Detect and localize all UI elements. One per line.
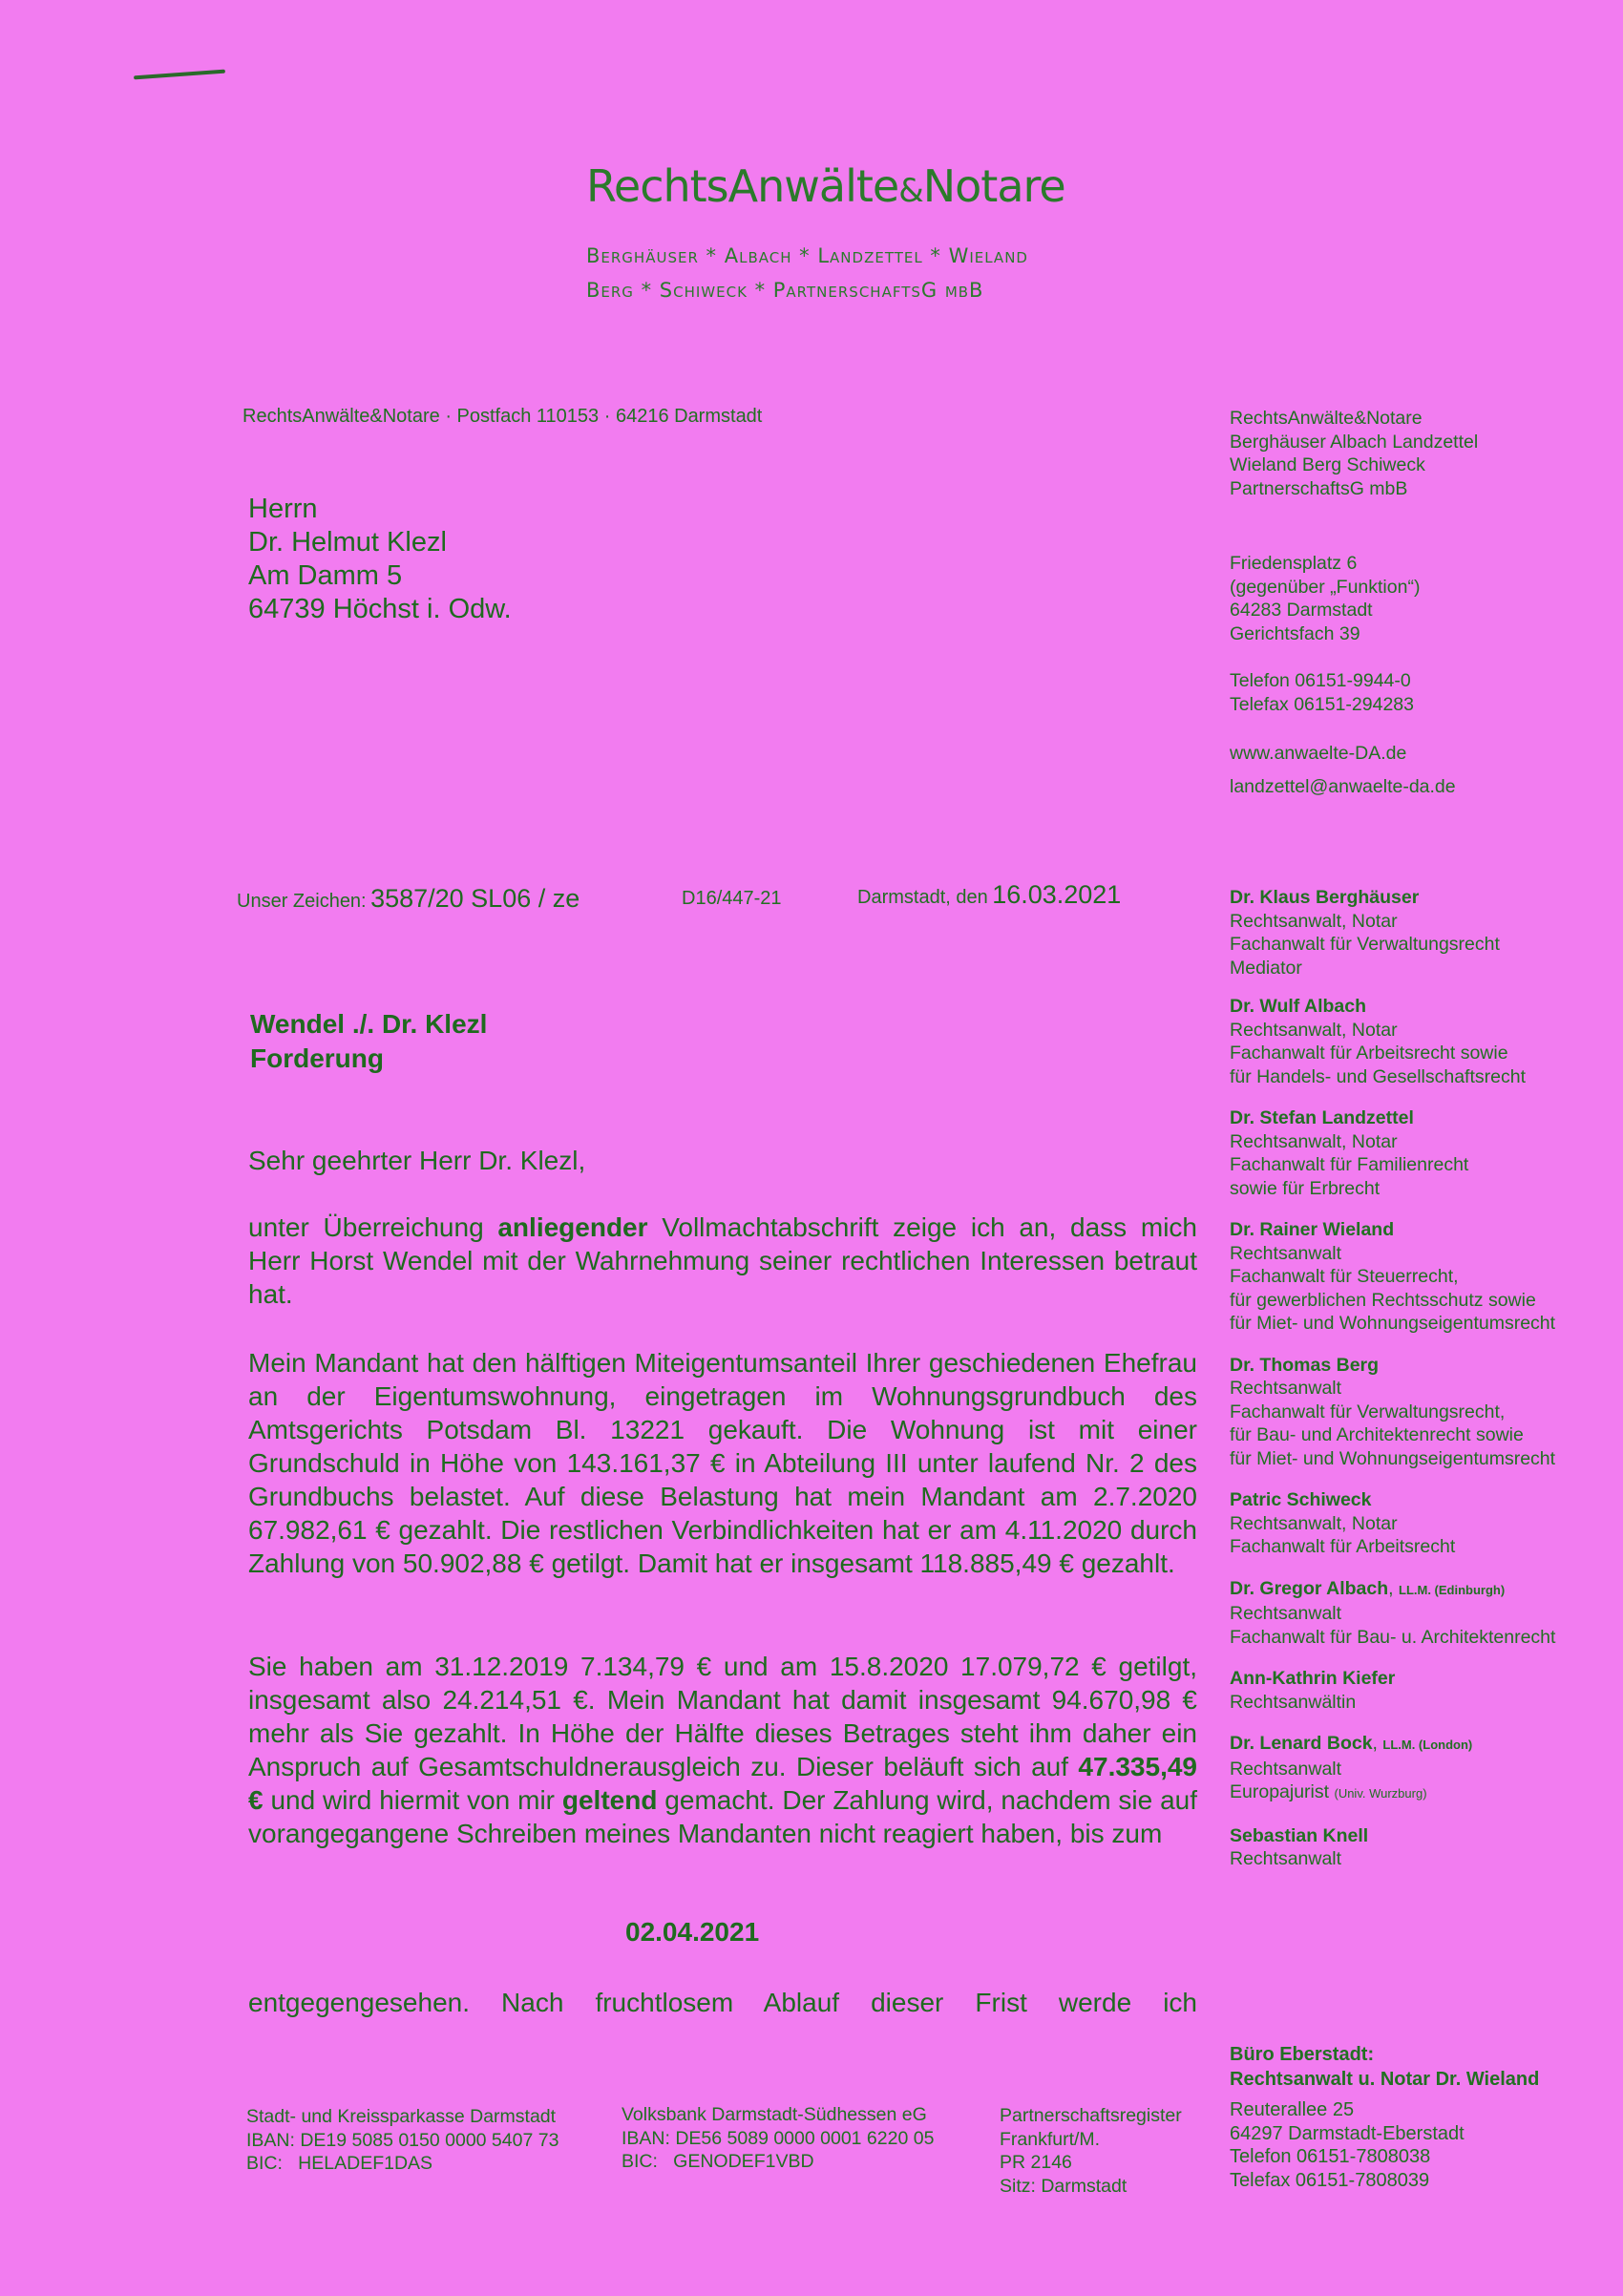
firm-partners-line-2: Berg * Schiweck * PartnerschaftsG mbB: [586, 279, 984, 302]
firm-website-link[interactable]: www.anwaelte-DA.de: [1230, 743, 1407, 764]
lawyer-title: Rechtsanwalt: [1230, 1848, 1342, 1869]
emphasis-text: geltend: [561, 1785, 658, 1815]
date-label: Darmstadt, den: [857, 887, 988, 908]
lawyer-title: Rechtsanwältin: [1230, 1691, 1357, 1713]
lawyer-title: Rechtsanwalt: [1230, 1758, 1342, 1780]
lawyer-title: Fachanwalt für Arbeitsrecht: [1230, 1536, 1456, 1557]
lawyer-entry: Dr. Lenard Bock, LL.M. (London) Rechtsanwalt Europajurist (Univ. Wurzburg): [1230, 1732, 1555, 1806]
lawyer-title: Rechtsanwalt: [1230, 1603, 1342, 1624]
lawyer-title: Fachanwalt für Arbeitsrecht sowie: [1230, 1043, 1508, 1064]
branch-line: Telefax 06151-7808039: [1230, 2169, 1430, 2191]
footer-bank-2: Volksbank Darmstadt-Südhessen eG IBAN: DE56 5089 0000 0001 6220 05 BIC: GENODEF1VBD: [622, 2104, 935, 2172]
lawyer-title: Rechtsanwalt, Notar: [1230, 1130, 1398, 1152]
firm-fax: Telefax 06151-294283: [1230, 693, 1414, 715]
lawyer-name: Dr. Stefan Landzettel: [1230, 1107, 1414, 1128]
reference-value: 3587/20 SL06 / ze: [370, 884, 580, 913]
paragraph-3: Sie haben am 31.12.2019 7.134,79 € und am 15.8.2020 17.079,72 € getilgt, insgesamt also 24.214,51 €. Mein Mandant hat damit insgesamt 94.670,98 € mehr als Sie gezahlt. In Höhe der Hälfte dieses Betrages steht ihm daher ein Anspruch auf Gesamtschuldnerausgleich zu. Dieser beläuft sich auf 47.335,49 € und wird hiermit von mir geltend gemacht. Der Zahlung wird, nachdem sie auf vorangegangene Schreiben meines Mandanten nicht reagiert haben, bis zum: [248, 1652, 1198, 1848]
lawyer-degree: LL.M. (London): [1382, 1738, 1473, 1752]
recipient-line: Dr. Helmut Klezl: [248, 527, 447, 558]
lawyer-title: für Miet- und Wohnungseigentumsrecht: [1230, 1447, 1556, 1469]
reference-line: [237, 884, 580, 914]
lawyer-title: Fachanwalt für Familienrecht: [1230, 1154, 1469, 1175]
branch-title: Büro Eberstadt:: [1230, 2044, 1375, 2065]
recipient-line: Herrn: [248, 494, 318, 524]
firm-name-line: PartnerschaftsG mbB: [1230, 477, 1408, 499]
branch-office: [1230, 2043, 1539, 2192]
lawyer-entry: Dr. Gregor Albach, LL.M. (Edinburgh) Rechtsanwalt Fachanwalt für Bau- u. Architektenrecht: [1230, 1577, 1556, 1648]
lawyer-title: Rechtsanwalt, Notar: [1230, 1019, 1398, 1041]
lawyer-entry: [1230, 886, 1555, 979]
lawyer-entry: [1230, 1667, 1555, 1714]
lawyer-name: Dr. Wulf Albach: [1230, 996, 1367, 1017]
firm-name-line: Berghäuser Albach Landzettel: [1230, 431, 1479, 453]
lawyer-title: für gewerblichen Rechtsschutz sowie: [1230, 1289, 1536, 1311]
lawyer-title: Fachanwalt für Bau- u. Architektenrecht: [1230, 1626, 1556, 1648]
lawyer-entry: [1230, 995, 1555, 1088]
lawyer-title: Rechtsanwalt: [1230, 1242, 1342, 1264]
lawyer-title: Fachanwalt für Verwaltungsrecht,: [1230, 1401, 1506, 1422]
pen-mark: [134, 70, 225, 80]
reference-label: Unser Zeichen:: [237, 891, 367, 912]
lawyer-title: Fachanwalt für Steuerrecht,: [1230, 1266, 1459, 1287]
claim-amount: 47.335,49 €: [248, 1752, 1197, 1815]
lawyer-list: [1230, 886, 1555, 1871]
branch-subtitle: Rechtsanwalt u. Notar Dr. Wieland: [1230, 2068, 1540, 2090]
subject-line-1: Wendel ./. Dr. Klezl: [250, 1009, 488, 1039]
lawyer-name: Ann-Kathrin Kiefer: [1230, 1668, 1396, 1689]
firm-contact-block: [1230, 407, 1478, 798]
firm-name-line: RechtsAnwälte&Notare: [1230, 408, 1423, 429]
lawyer-name: Dr. Rainer Wieland: [1230, 1219, 1395, 1240]
date-line: [857, 880, 1121, 910]
lawyer-title: Rechtsanwalt, Notar: [1230, 910, 1398, 932]
paragraph-2: Mein Mandant hat den hälftigen Miteigentumsanteil Ihrer geschiedenen Ehefrau an der Eigentumswohnung, eingetragen im Wohnungsgrundbuch des Amtsgerichts Potsdam Bl. 13221 gekauft. Die Wohnung ist mit einer Grundschuld in Höhe von 143.161,37 € in Abteilung III unter laufend Nr. 2 des Grundbuchs belastet. Auf diese Belastung hat mein Mandant am 2.7.2020 67.982,61 € gezahlt. Die restlichen Verbindlichkeiten hat er am 4.11.2020 durch Zahlung von 50.902,88 € getilgt. Damit hat er insgesamt 118.885,49 € gezahlt.: [248, 1348, 1197, 1578]
lawyer-title: Rechtsanwalt: [1230, 1378, 1342, 1399]
lawyer-entry: [1230, 1488, 1555, 1559]
lawyer-note: (Univ. Wurzburg): [1334, 1786, 1427, 1801]
lawyer-title: Fachanwalt für Verwaltungsrecht: [1230, 934, 1500, 955]
firm-address-line: 64283 Darmstadt: [1230, 600, 1373, 621]
firm-partners-line-1: Berghäuser * Albach * Landzettel * Wieland: [586, 244, 1028, 267]
lawyer-title: für Miet- und Wohnungseigentumsrecht: [1230, 1313, 1556, 1334]
sender-return-address: RechtsAnwälte&Notare · Postfach 110153 · 64216 Darmstadt: [242, 406, 763, 427]
salutation: Sehr geehrter Herr Dr. Klezl,: [248, 1146, 586, 1175]
lawyer-name: Patric Schiweck: [1230, 1489, 1372, 1510]
lawyer-title: für Handels- und Gesellschaftsrecht: [1230, 1065, 1526, 1087]
firm-address-line: (gegenüber „Funktion“): [1230, 576, 1421, 598]
lawyer-degree: LL.M. (Edinburgh): [1399, 1582, 1506, 1597]
firm-name-line: Wieland Berg Schiweck: [1230, 454, 1425, 475]
paragraph-4: entgegengesehen. Nach fruchtlosem Ablauf dieser Frist werde ich: [248, 1988, 1197, 2017]
lawyer-title: Rechtsanwalt, Notar: [1230, 1512, 1398, 1534]
lawyer-title: für Bau- und Architektenrecht sowie: [1230, 1424, 1524, 1445]
lawyer-title: Europajurist: [1230, 1781, 1330, 1802]
lawyer-title: sowie für Erbrecht: [1230, 1177, 1381, 1199]
branch-line: Reuterallee 25: [1230, 2099, 1355, 2120]
firm-email-link[interactable]: landzettel@anwaelte-da.de: [1230, 775, 1456, 797]
lawyer-entry: [1230, 1218, 1555, 1336]
lawyer-entry: [1230, 1106, 1555, 1200]
recipient-line: Am Damm 5: [248, 560, 403, 591]
lawyer-title: Mediator: [1230, 957, 1302, 979]
recipient-line: 64739 Höchst i. Odw.: [248, 594, 512, 624]
firm-logo-title: RechtsAnwälte&Notare: [586, 160, 1065, 212]
firm-address-line: Gerichtsfach 39: [1230, 622, 1360, 644]
payment-deadline: 02.04.2021: [625, 1917, 760, 1947]
branch-line: Telefon 06151-7808038: [1230, 2146, 1431, 2167]
lawyer-name: Dr. Thomas Berg: [1230, 1354, 1380, 1376]
lawyer-name: Dr. Gregor Albach: [1230, 1577, 1389, 1599]
subject-line-2: Forderung: [250, 1043, 384, 1073]
emphasis-text: anliegender: [497, 1212, 648, 1242]
footer-register: Partnerschaftsregister Frankfurt/M. PR 2146 Sitz: Darmstadt: [1000, 2105, 1182, 2197]
firm-address-line: Friedensplatz 6: [1230, 553, 1358, 574]
lawyer-name: Sebastian Knell: [1230, 1824, 1369, 1846]
dictation-number: D16/447-21: [682, 888, 782, 909]
lawyer-entry: [1230, 1824, 1555, 1871]
lawyer-name: Dr. Lenard Bock: [1230, 1733, 1373, 1754]
footer-bank-1: Stadt- und Kreissparkasse Darmstadt IBAN: DE19 5085 0150 0000 5407 73 BIC: HELADEF1DAS: [246, 2106, 559, 2174]
lawyer-entry: [1230, 1354, 1555, 1471]
letter-date: 16.03.2021: [992, 880, 1122, 909]
firm-phone: Telefon 06151-9944-0: [1230, 670, 1411, 691]
branch-line: 64297 Darmstadt-Eberstadt: [1230, 2122, 1465, 2144]
paragraph-1: unter Überreichung anliegender Vollmachtabschrift zeige ich an, dass mich Herr Horst Wendel mit der Wahrnehmung seiner rechtlichen Interessen betraut hat.: [248, 1212, 1197, 1309]
lawyer-name: Dr. Klaus Berghäuser: [1230, 887, 1420, 908]
